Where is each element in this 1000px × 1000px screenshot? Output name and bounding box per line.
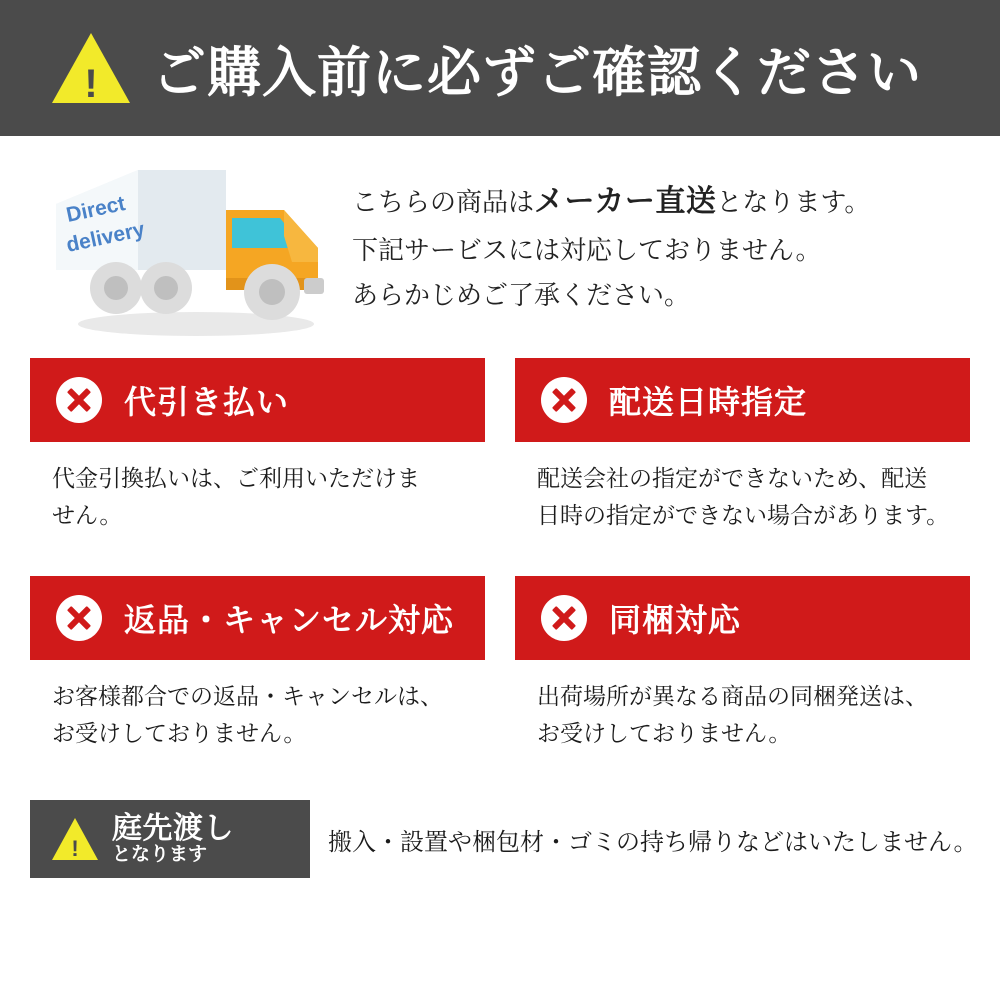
card-body: [30, 442, 485, 560]
intro-line-1: [352, 176, 870, 228]
card-body-line: 配送会社の指定ができないため、配送: [537, 465, 928, 491]
page-title: ご購入前に必ずご確認ください: [152, 42, 922, 103]
card-body-line: お客様都合での返品・キャンセルは、: [52, 683, 443, 709]
card-title: 代引き払い: [124, 384, 290, 420]
notice-body: [0, 136, 1000, 920]
delivery-condition-line-2: となります: [112, 843, 208, 865]
intro-line1-strong: メーカー直送: [534, 185, 717, 219]
card-body-line: お受けしておりません。: [537, 720, 792, 747]
delivery-condition-note: [310, 800, 977, 878]
intro-text: [352, 176, 870, 317]
restriction-card: [30, 576, 485, 778]
restriction-card: [515, 358, 970, 560]
x-circle-icon: [541, 595, 587, 641]
svg-text:delivery: delivery: [64, 217, 147, 257]
restriction-card: [30, 358, 485, 560]
bottom-spacer: [30, 878, 970, 920]
warning-triangle-icon: !: [52, 818, 98, 860]
svg-text:Direct: Direct: [64, 192, 128, 227]
delivery-truck-illustration: [46, 152, 336, 342]
card-body-line: 代金引換払いは、ご利用いただけま: [52, 465, 420, 491]
card-body: [515, 660, 970, 778]
restriction-card-grid: [30, 358, 970, 794]
intro-section: [30, 136, 970, 358]
delivery-condition-note-text: 搬入・設置や梱包材・ゴミの持ち帰りなどはいたしません。: [328, 828, 978, 856]
x-circle-icon: [541, 377, 587, 423]
card-body-line: 出荷場所が異なる商品の同梱発送は、: [537, 683, 928, 709]
intro-line1-prefix: こちらの商品は: [352, 187, 535, 218]
card-body-line: せん。: [52, 502, 123, 529]
card-header: [30, 576, 485, 660]
intro-line-3: あらかじめご了承ください。: [352, 279, 691, 310]
delivery-condition-line-1: 庭先渡し: [112, 812, 234, 846]
page-header: [0, 0, 1000, 136]
card-title: 返品・キャンセル対応: [124, 602, 455, 638]
card-body: [515, 442, 970, 560]
card-body-line: 日時の指定ができない場合があります。: [537, 502, 950, 529]
restriction-card: [515, 576, 970, 778]
card-body-line: お受けしておりません。: [52, 720, 307, 747]
card-header: [30, 358, 485, 442]
delivery-condition-bar: [30, 800, 978, 878]
card-body: [30, 660, 485, 778]
card-header: [515, 358, 970, 442]
x-circle-icon: [56, 377, 102, 423]
intro-line-2: 下記サービスには対応しておりません。: [352, 235, 822, 266]
x-circle-icon: [56, 595, 102, 641]
warning-triangle-icon: !: [52, 33, 130, 103]
card-title: 配送日時指定: [609, 384, 808, 420]
delivery-condition-label: [30, 800, 310, 878]
delivery-condition-text: [112, 813, 234, 864]
intro-line1-suffix: となります。: [716, 187, 871, 218]
card-header: [515, 576, 970, 660]
card-title: 同梱対応: [609, 602, 742, 638]
